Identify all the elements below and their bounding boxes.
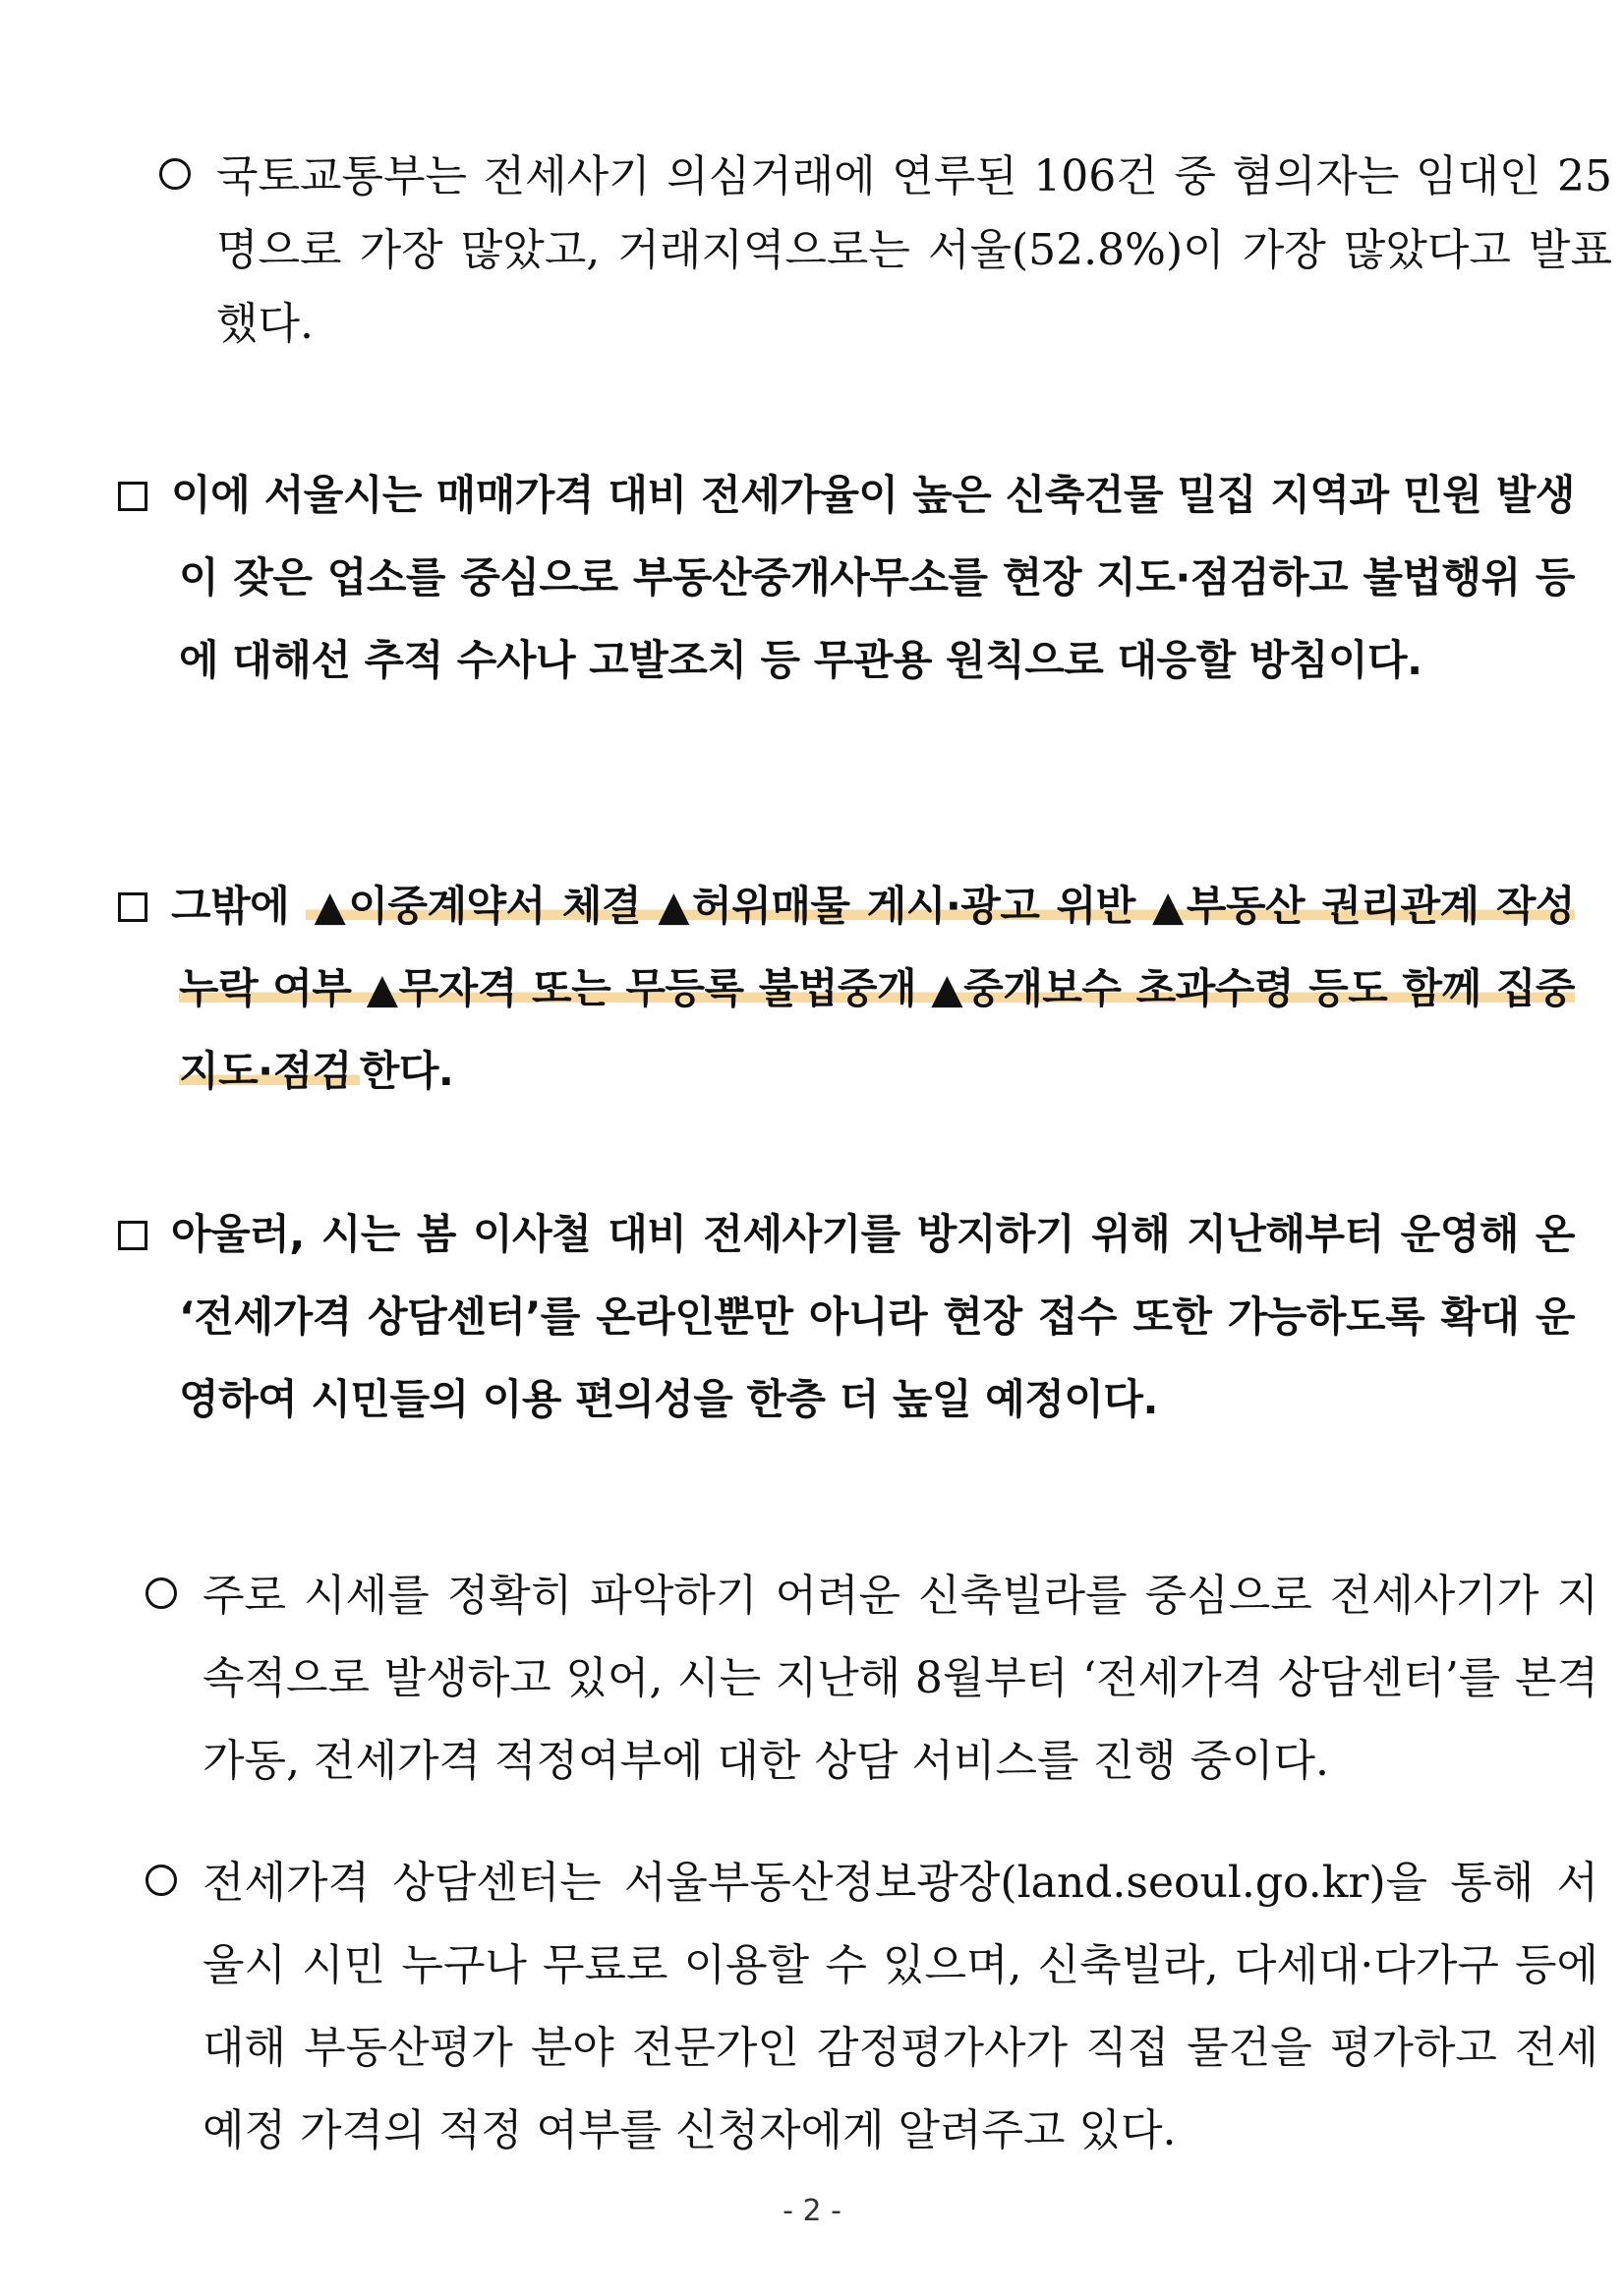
highlighted-text: ▲이중계약서 체결 ▲허위매물 게시·광고 위반 ▲부동산 권리관계 작성 누락 여부 ▲무자격 또는 무등록 불법중개 ▲중개보수 초과수령 등도 함께 집중 지도·점검 bbox=[179, 882, 1575, 1095]
square-bullet-icon bbox=[118, 892, 147, 922]
paragraph-text: 아울러, 시는 봄 이사철 대비 전세사기를 방지하기 위해 지난해부터 운영해 온 ‘전세가격 상담센터’를 온라인뿐만 아니라 현장 접수 또한 가능하도록 확대 운영하여 시민들의 이용 편의성을 한층 더 높일 예정이다. bbox=[171, 1210, 1575, 1423]
page-number: - 2 - bbox=[783, 2194, 841, 2228]
square-bullet-icon bbox=[118, 482, 147, 511]
circle-bullet-icon bbox=[145, 1865, 177, 1896]
paragraph-circle-2 bbox=[118, 1555, 1598, 1803]
circle-bullet-icon bbox=[145, 1578, 177, 1609]
paragraph-text: 주로 시세를 정확히 파악하기 어려운 신축빌라를 중심으로 전세사기가 지속적으로 발생하고 있어, 시는 지난해 8월부터 ‘전세가격 상담센터’를 본격 가동, 전세가격 적정여부에 대한 상담 서비스를 진행 중이다. bbox=[203, 1571, 1598, 1786]
paragraph-tail: 한다. bbox=[359, 1047, 454, 1095]
paragraph-text: 전세가격 상담센터는 서울부동산정보광장(land.seoul.go.kr)을 통해 서울시 시민 누구나 무료로 이용할 수 있으며, 신축빌라, 다세대·다가구 등에 대해 부동산평가 분야 전문가인 감정평가사가 직접 물건을 평가하고 전세 예정 가격의 적정 여부를 신청자에게 알려주고 있다. bbox=[203, 1858, 1598, 2155]
paragraph-square-2 bbox=[118, 865, 1575, 1113]
paragraph-square-3 bbox=[118, 1193, 1575, 1441]
paragraph-lead: 그밖에 bbox=[171, 882, 307, 930]
paragraph-circle-3 bbox=[118, 1842, 1598, 2172]
paragraph-text: 국토교통부는 전세사기 의심거래에 연루된 106건 중 혐의자는 임대인 25명으로 가장 많았고, 거래지역으로는 서울(52.8%)이 가장 많았다고 발표했다. bbox=[216, 151, 1612, 349]
paragraph-square-1 bbox=[118, 454, 1575, 702]
paragraph-text: 이에 서울시는 매매가격 대비 전세가율이 높은 신축건물 밀집 지역과 민원 발생이 잦은 업소를 중심으로 부동산중개사무소를 현장 지도·점검하고 불법행위 등에 대해선 추적 수사나 고발조치 등 무관용 원칙으로 대응할 방침이다. bbox=[171, 471, 1575, 684]
paragraph-circle-1 bbox=[118, 140, 1612, 361]
circle-bullet-icon bbox=[159, 158, 191, 190]
square-bullet-icon bbox=[118, 1221, 147, 1250]
